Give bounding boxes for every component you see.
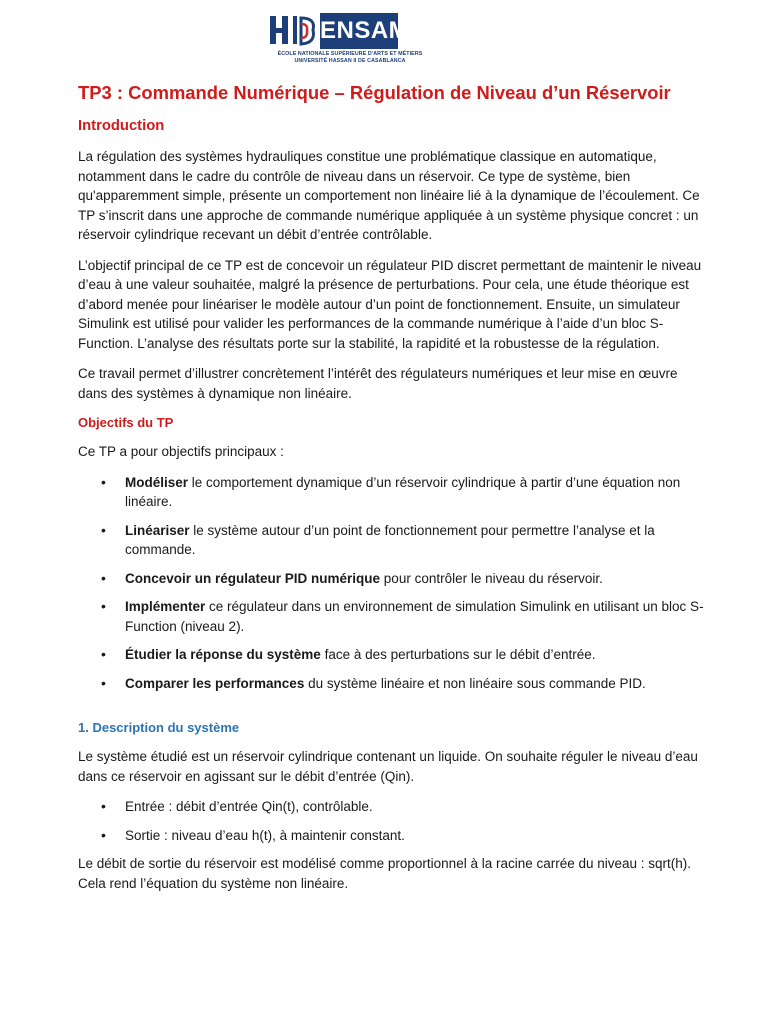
- ensam-wordmark: ENSAM: [320, 13, 398, 49]
- intro-paragraph-2: L’objectif principal de ce TP est de concevoir un régulateur PID discret permettant de maintenir le niveau d’eau à une valeur souhaitée, malgré la présence de perturbations. Pour cela, une étude théorique est d’abord menée pour linéariser le modèle autour d’un point de fonctionnement. Ensuite, un simulateur Simulink est utilisé pour valider les performances de la commande numérique à l’aide d’un bloc S-Function. L’analyse des résultats porte sur la stabilité, la rapidité et la robustesse de la régulation.: [78, 257, 702, 351]
- section-1-heading: 1. Description du système: [78, 720, 240, 735]
- objectives-list: [78, 473, 710, 694]
- section-1-paragraph-2: Le débit de sortie du réservoir est modélisé comme proportionnel à la racine carrée du niveau : sqrt(h). Cela rend l’équation du système non linéaire.: [78, 856, 692, 891]
- io-item-output: • Sortie : niveau d’eau h(t), à maintenir constant.: [78, 826, 710, 846]
- university-emblem-icon: [268, 13, 318, 49]
- objectives-heading: Objectifs du TP: [78, 415, 174, 430]
- logo-subtitle-university: UNIVERSITÉ HASSAN II DE CASABLANCA: [294, 58, 406, 64]
- io-list: [78, 797, 710, 845]
- io-item-input: • Entrée : débit d’entrée Qin(t), contrôlable.: [78, 797, 710, 817]
- introduction-heading: Introduction: [78, 118, 165, 134]
- objective-item: • Implémenter ce régulateur dans un environnement de simulation Simulink en utilisant un bloc S-Function (niveau 2).: [78, 597, 710, 636]
- intro-paragraph-3: Ce travail permet d’illustrer concrètement l’intérêt des régulateurs numériques et leur mise en œuvre dans des systèmes à dynamique non linéaire.: [78, 366, 678, 401]
- logo-subtitle-school: ÉCOLE NATIONALE SUPÉRIEURE D'ARTS ET MÉTIERS: [277, 51, 423, 57]
- objective-item: • Étudier la réponse du système face à des perturbations sur le débit d’entrée.: [78, 645, 710, 665]
- objective-item: • Modéliser le comportement dynamique d’un réservoir cylindrique à partir d’une équation non linéaire.: [78, 473, 710, 512]
- ensam-logo: [268, 13, 432, 63]
- objectives-lead: Ce TP a pour objectifs principaux :: [78, 444, 284, 459]
- document-body: [78, 80, 710, 904]
- document-title: TP3 : Commande Numérique – Régulation de Niveau d’un Réservoir: [78, 82, 671, 103]
- section-1-paragraph-1: Le système étudié est un réservoir cylindrique contenant un liquide. On souhaite réguler le niveau d’eau dans ce réservoir en agissant sur le débit d’entrée (Qin).: [78, 749, 698, 784]
- objective-item: • Concevoir un régulateur PID numérique pour contrôler le niveau du réservoir.: [78, 569, 710, 589]
- objective-item: • Linéariser le système autour d’un point de fonctionnement pour permettre l’analyse et la commande.: [78, 521, 710, 560]
- objective-item: • Comparer les performances du système linéaire et non linéaire sous commande PID.: [78, 674, 710, 694]
- intro-paragraph-1: La régulation des systèmes hydrauliques constitue une problématique classique en automatique, notamment dans le cadre du contrôle de niveau dans un réservoir. Ce type de système, bien qu'apparemment simple, présente un comportement non linéaire lié à la dynamique de l’écoulement. Ce TP s’inscrit dans une approche de commande numérique appliquée à un système physique concret : un réservoir cylindrique recevant un débit d’entrée contrôlable.: [78, 149, 700, 242]
